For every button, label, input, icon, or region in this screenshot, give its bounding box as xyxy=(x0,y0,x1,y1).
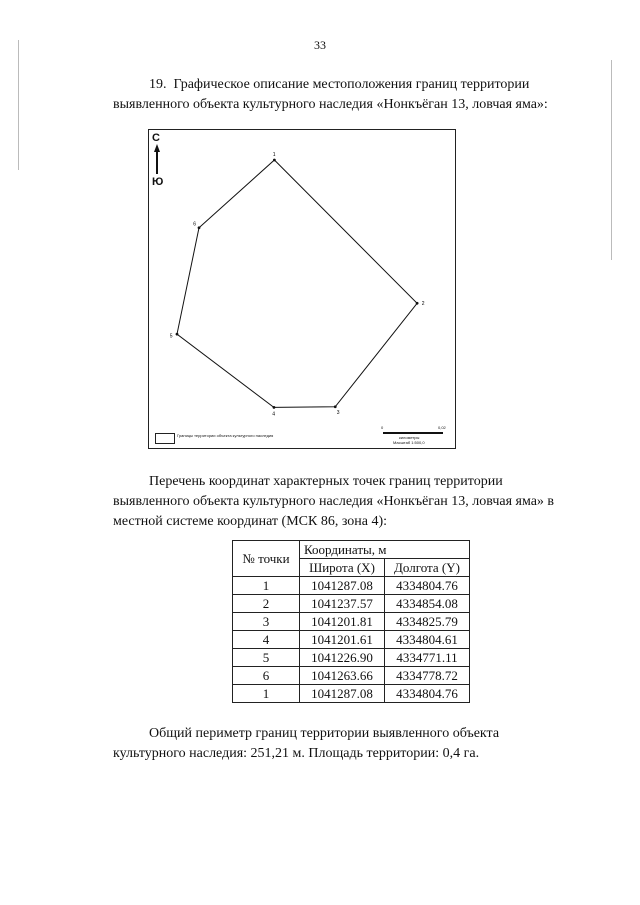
point-cell: 6 xyxy=(233,667,300,685)
header-y: Долгота (Y) xyxy=(385,559,470,577)
y-cell: 4334854.08 xyxy=(385,595,470,613)
table-row xyxy=(233,649,470,667)
point-cell: 1 xyxy=(233,577,300,595)
heading-line-1 xyxy=(113,75,597,95)
scale-ratio-label: Масштаб 1:500,0 xyxy=(393,440,425,445)
x-cell: 1041226.90 xyxy=(300,649,385,667)
scale-end-label: 0,02 xyxy=(438,425,446,430)
table-row xyxy=(233,577,470,595)
summary-line-1: Общий периметр границ территории выявленного объекта xyxy=(149,726,500,741)
x-cell: 1041287.08 xyxy=(300,685,385,703)
heading-text-2: выявленного объекта культурного наследия «Нонкъёган 13, ловчая яма»: xyxy=(113,97,548,112)
point-cell: 3 xyxy=(233,613,300,631)
point-label: 6 xyxy=(193,221,197,228)
x-cell: 1041237.57 xyxy=(300,595,385,613)
point-label: 5 xyxy=(169,333,173,340)
summary-paragraph xyxy=(113,724,597,764)
legend-label: Границы территории объекта культурного наследия xyxy=(177,433,274,438)
y-cell: 4334804.76 xyxy=(385,577,470,595)
north-arrow-icon xyxy=(154,144,160,174)
y-cell: 4334804.61 xyxy=(385,631,470,649)
y-cell: 4334825.79 xyxy=(385,613,470,631)
boundary-point xyxy=(273,406,276,409)
coordinates-table xyxy=(232,540,470,703)
point-label: 2 xyxy=(421,301,425,308)
heading-text-1: Графическое описание местоположения границ территории xyxy=(173,77,530,92)
scale-unit-label: километры xyxy=(399,435,420,440)
compass-north: С xyxy=(152,132,160,144)
header-coordinates: Координаты, м xyxy=(300,541,470,559)
intro-line-1: Перечень координат характерных точек границ территории xyxy=(149,474,503,489)
point-cell: 5 xyxy=(233,649,300,667)
point-cell: 1 xyxy=(233,685,300,703)
boundary-map xyxy=(148,129,456,449)
boundary-plot xyxy=(149,130,455,448)
x-cell: 1041263.66 xyxy=(300,667,385,685)
table-row xyxy=(233,595,470,613)
boundary-point xyxy=(334,405,337,408)
y-cell: 4334778.72 xyxy=(385,667,470,685)
table-row xyxy=(233,685,470,703)
table-row xyxy=(233,667,470,685)
intro-line-2: выявленного объекта культурного наследия «Нонкъёган 13, ловчая яма» в xyxy=(113,494,555,509)
x-cell: 1041287.08 xyxy=(300,577,385,595)
boundary-point xyxy=(176,333,179,336)
header-point: № точки xyxy=(233,541,300,577)
compass-south: Ю xyxy=(152,176,164,188)
x-cell: 1041201.81 xyxy=(300,613,385,631)
boundary-point xyxy=(416,302,419,305)
legend-swatch xyxy=(155,433,175,444)
summary-line-2: культурного наследия: 251,21 м. Площадь территории: 0,4 га. xyxy=(113,746,480,761)
intro-line-3: местной системе координат (МСК 86, зона 4): xyxy=(113,514,388,529)
boundary-polygon xyxy=(177,160,417,407)
heading-number: 19. xyxy=(149,77,167,92)
scan-artifact xyxy=(611,60,612,260)
boundary-point xyxy=(198,226,201,229)
point-cell: 2 xyxy=(233,595,300,613)
scale-zero-label: 0 xyxy=(381,425,384,430)
table-row xyxy=(233,613,470,631)
y-cell: 4334804.76 xyxy=(385,685,470,703)
section-heading xyxy=(113,75,597,115)
point-label: 4 xyxy=(272,411,275,418)
point-cell: 4 xyxy=(233,631,300,649)
coordinates-intro xyxy=(113,472,597,532)
boundary-point xyxy=(273,159,276,162)
page-number: 33 xyxy=(314,38,326,52)
point-label: 3 xyxy=(336,410,340,416)
scale-bar xyxy=(383,432,443,434)
table-row xyxy=(233,631,470,649)
scan-artifact xyxy=(18,40,19,170)
y-cell: 4334771.11 xyxy=(385,649,470,667)
header-x: Широта (X) xyxy=(300,559,385,577)
point-label: 1 xyxy=(272,152,276,158)
x-cell: 1041201.61 xyxy=(300,631,385,649)
